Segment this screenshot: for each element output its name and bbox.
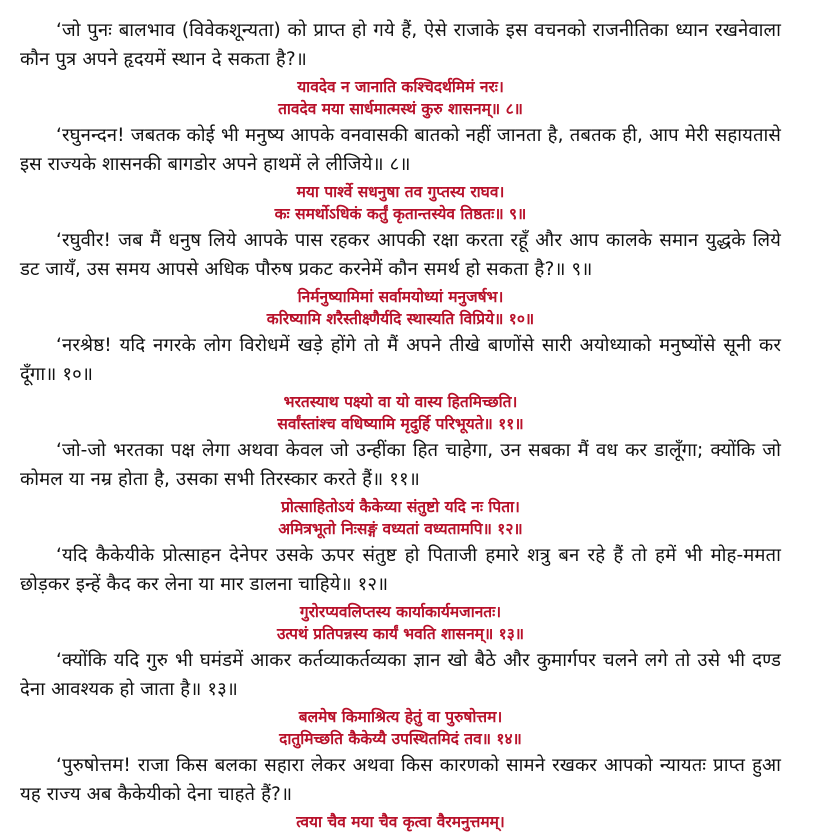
verse-line: निर्मनुष्यामिमां सर्वामयोध्यां मनुजर्षभ।: [297, 288, 504, 306]
verse-15: [20, 811, 781, 833]
prose-translation: ‘क्योंकि यदि गुरु भी घमंडमें आकर कर्तव्याकर्तव्यका ज्ञान खो बैठे और कुमार्गपर चलने लगे तो उसे भी दण्ड देना आवश्यक हो जाता है॥ १३॥: [20, 650, 781, 700]
verse-line: प्रोत्साहितोऽयं कैकेय्या संतुष्टो यदि नः पिता।: [281, 498, 520, 516]
prose-translation: ‘जो-जो भरतका पक्ष लेगा अथवा केवल जो उन्हींका हित चाहेगा, उन सबका मैं वध कर डालूँगा; क्योंकि जो कोमल या नम्र होता है, उसका सभी तिरस्कार करते हैं॥ ११॥: [20, 440, 782, 490]
verse-11: [20, 391, 781, 435]
prose-translation: ‘यदि कैकेयीके प्रोत्साहन देनेपर उसके ऊपर संतुष्ट हो पिताजी हमारे शत्रु बन रहे हैं तो हमें भी मोह-ममता छोड़कर इन्हें कैद कर लेना या मार डालना चाहिये॥ १२॥: [20, 545, 781, 595]
prose-translation: ‘नरश्रेष्ठ! यदि नगरके लोग विरोधमें खड़े होंगे तो मैं अपने तीखे बाणोंसे सारी अयोध्याको मनुष्योंसे सूनी कर दूँगा॥ १०॥: [20, 335, 781, 385]
verse-line: करिष्यामि शरैस्तीक्ष्णैर्यदि स्थास्यति विप्रिये॥ १०॥: [266, 310, 535, 328]
verse-12: [20, 496, 781, 540]
verse-8: [20, 76, 781, 120]
verse-line: भरतस्याथ पक्ष्यो वा यो वास्य हितमिच्छति।: [283, 393, 518, 411]
verse-line: गुरोरप्यवलिप्तस्य कार्याकार्यमजानतः।: [299, 603, 502, 621]
verse-line: सर्वांस्तांश्च वधिष्यामि मृदुर्हि परिभूयते॥ ११॥: [277, 415, 524, 433]
prose-translation: ‘जो पुनः बालभाव (विवेकशून्यता) को प्राप्त हो गये हैं, ऐसे राजाके इस वचनको राजनीतिका ध्यान रखनेवाला कौन पुत्र अपने हृदयमें स्थान दे सकता है?॥: [20, 20, 781, 70]
verse-line: कः समर्थोऽधिकं कर्तुं कृतान्तस्येव तिष्ठतः॥ ९॥: [274, 205, 527, 223]
verse-13: [20, 601, 781, 645]
verse-10: [20, 286, 781, 330]
verse-line: यावदेव न जानाति कश्चिदर्थमिमं नरः।: [297, 78, 504, 96]
verse-line: तावदेव मया सार्धमात्मस्थं कुरु शासनम्॥ ८॥: [278, 100, 523, 118]
prose-translation: ‘पुरुषोत्तम! राजा किस बलका सहारा लेकर अथवा किस कारणको सामने रखकर आपको न्यायतः प्राप्त हुआ यह राज्य अब कैकेयीको देना चाहते हैं?॥: [20, 755, 781, 805]
verse-9: [20, 181, 781, 225]
verse-line: दातुमिच्छति कैकेय्यै उपस्थितमिदं तव॥ १४॥: [279, 730, 522, 748]
prose-translation: ‘रघुवीर! जब मैं धनुष लिये आपके पास रहकर आपकी रक्षा करता रहूँ और आप कालके समान युद्धके लिये डट जायँ, उस समय आपसे अधिक पौरुष प्रकट करनेमें कौन समर्थ हो सकता है?॥ ९॥: [20, 230, 781, 280]
prose-translation: ‘रघुनन्दन! जबतक कोई भी मनुष्य आपके वनवासकी बातको नहीं जानता है, तबतक ही, आप मेरी सहायतासे इस राज्यके शासनकी बागडोर अपने हाथमें ले लीजिये॥ ८॥: [20, 125, 781, 175]
verse-line: उत्पथं प्रतिपन्नस्य कार्यं भवति शासनम्॥ १३॥: [276, 625, 525, 643]
verse-line: त्वया चैव मया चैव कृत्वा वैरमनुत्तमम्।: [296, 813, 505, 831]
verse-14: [20, 706, 781, 750]
verse-line: मया पार्श्वे सधनुषा तव गुप्तस्य राघव।: [296, 183, 505, 201]
verse-line: अमित्रभूतो निःसङ्गं वध्यतां वध्यतामपि॥ १२॥: [278, 520, 523, 538]
verse-line: बलमेष किमाश्रित्य हेतुं वा पुरुषोत्तम।: [298, 708, 503, 726]
